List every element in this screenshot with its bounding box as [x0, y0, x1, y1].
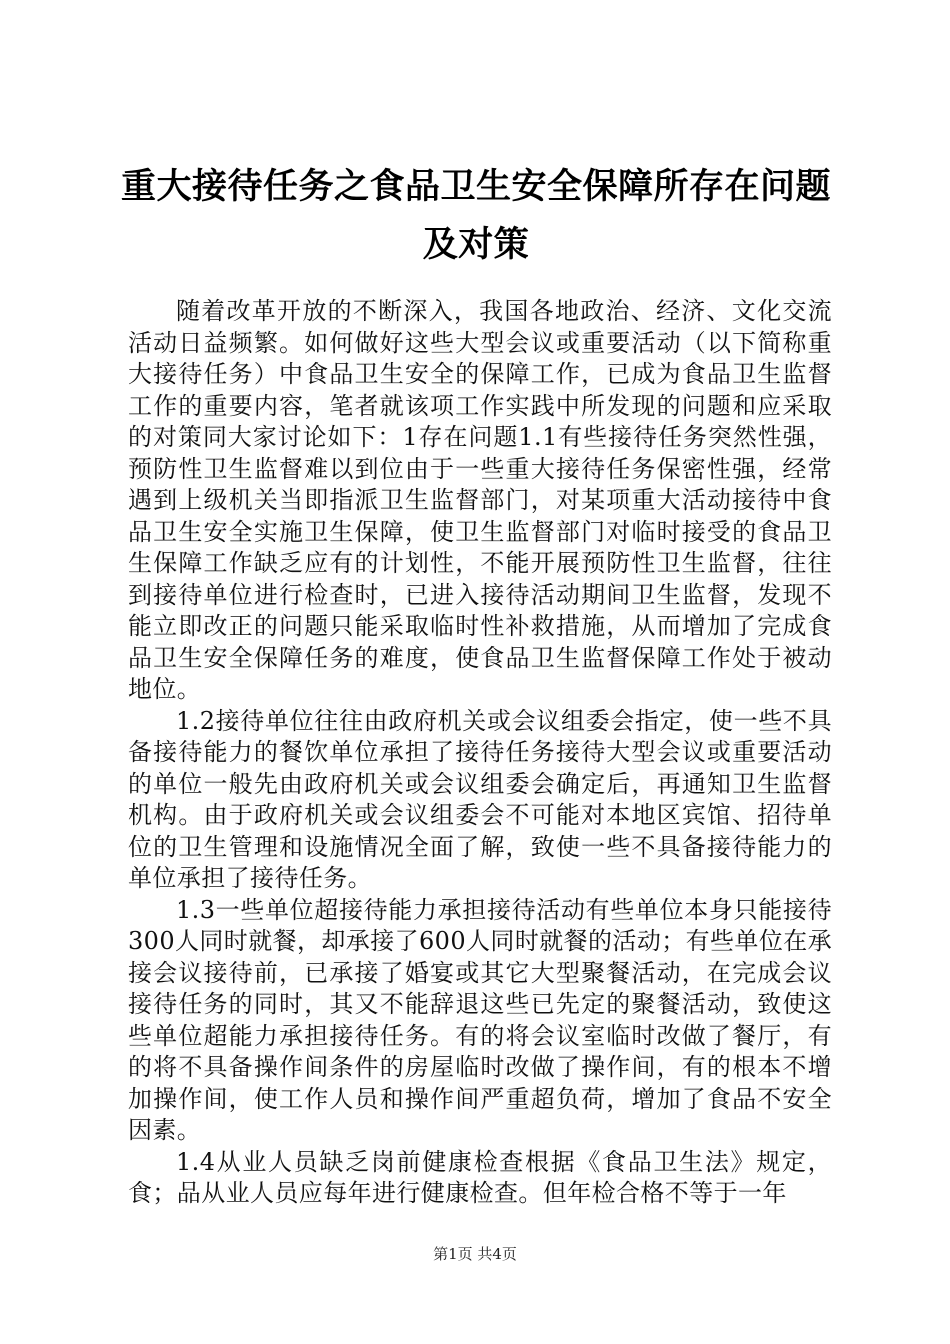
page-number-footer: 第1页 共4页: [433, 1245, 517, 1263]
paragraph-1-2: 1.2接待单位往往由政府机关或会议组委会指定，使一些不具备接待能力的餐饮单位承担了接待任务接待大型会议或重要活动的单位一般先由政府机关或会议组委会确定后，再通知卫生监督机构。由于政府机关或会议组委会不可能对本地区宾馆、招待单位的卫生管理和设施情况全面了解，致使一些不具备接待能力的单位承担了接待任务。: [128, 706, 832, 892]
paragraph-1-4: 1.4从业人员缺乏岗前健康检查根据《食品卫生法》规定，食；品从业人员应每年进行健康检查。但年检合格不等于一年: [128, 1147, 832, 1207]
document-body: [128, 296, 832, 1210]
paragraph-intro: 随着改革开放的不断深入，我国各地政治、经济、文化交流活动日益频繁。如何做好这些大型会议或重要活动（以下简称重大接待任务）中食品卫生安全的保障工作，已成为食品卫生监督工作的重要内容，笔者就该项工作实践中所发现的问题和应采取的对策同大家讨论如下：1存在问题1.1有些接待任务突然性强，预防性卫生监督难以到位由于一些重大接待任务保密性强，经常遇到上级机关当即指派卫生监督部门，对某项重大活动接待中食品卫生安全实施卫生保障，使卫生监督部门对临时接受的食品卫生保障工作缺乏应有的计划性，不能开展预防性卫生监督，往往到接待单位进行检查时，已进入接待活动期间卫生监督，发现不能立即改正的问题只能采取临时性补救措施，从而增加了完成食品卫生安全保障任务的难度，使食品卫生监督保障工作处于被动地位。: [128, 297, 832, 703]
document-title: 重大接待任务之食品卫生安全保障所存在问题及对策: [120, 167, 831, 265]
paragraph-1-3: 1.3一些单位超接待能力承担接待活动有些单位本身只能接待300人同时就餐，却承接了600人同时就餐的活动；有些单位在承接会议接待前，已承接了婚宴或其它大型聚餐活动，在完成会议接待任务的同时，其又不能辞退这些已先定的聚餐活动，致使这些单位超能力承担接待任务。有的将会议室临时改做了餐厅，有的将不具备操作间条件的房屋临时改做了操作间，有的根本不增加操作间，使工作人员和操作间严重超负荷，增加了食品不安全因素。: [128, 895, 833, 1144]
